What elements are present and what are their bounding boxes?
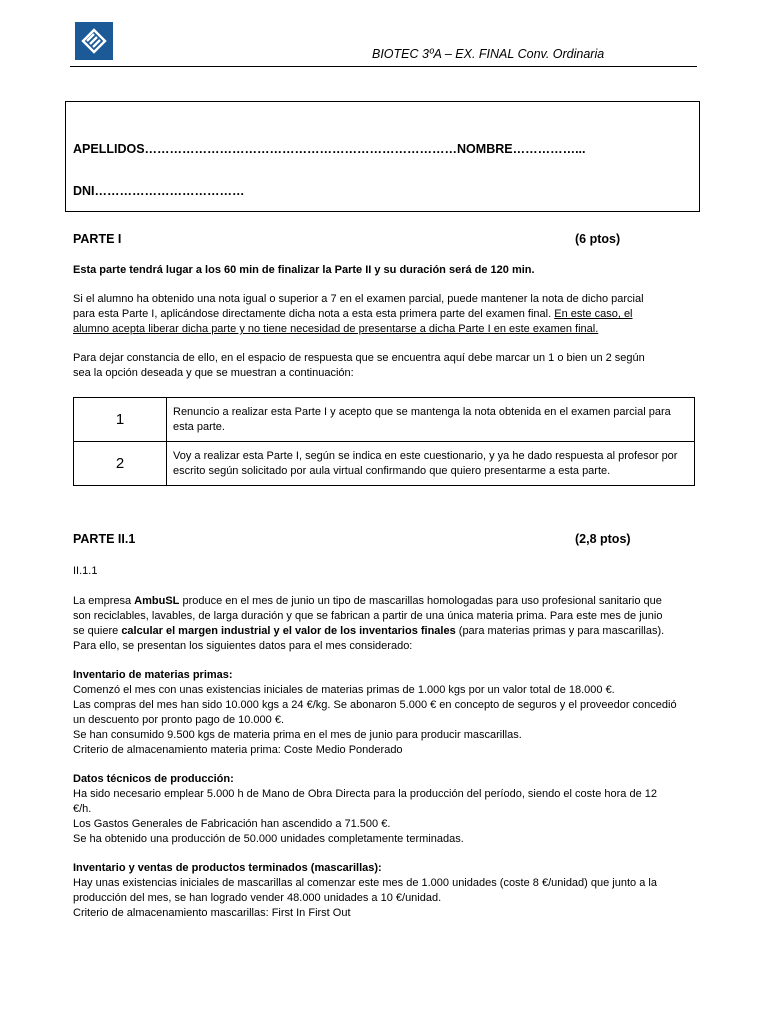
option-row[interactable] (74, 442, 695, 486)
inventario-pt-line: Criterio de almacenamiento mascarillas: First In First Out (73, 907, 351, 919)
inventario-pt-line: Hay unas existencias iniciales de mascarillas al comenzar este mes de 1.000 unidades (coste 8 €/unidad) que junto a la (73, 877, 657, 889)
parte-1-para1-line1: Si el alumno ha obtenido una nota igual o superior a 7 en el examen parcial, puede mantener la nota de dicho parcial (73, 293, 644, 305)
option-text: Voy a realizar esta Parte I, según se indica en este cuestionario, y ya he dado respuesta al profesor por escrito según solicitado por aula virtual confirmando que quiero presentarme a esta parte. (167, 442, 695, 486)
parte-2-intro-line1: La empresa AmbuSL produce en el mes de junio un tipo de mascarillas homologadas para uso profesional sanitario que (73, 595, 662, 607)
inventario-mp-line: Criterio de almacenamiento materia prima: Coste Medio Ponderado (73, 744, 403, 756)
underlined-note: En este caso, el (554, 308, 633, 320)
inventario-mp-line: Las compras del mes han sido 10.000 kgs a 24 €/kg. Se abonaron 5.000 € en concepto de seguros y el proveedor concedió (73, 699, 677, 711)
option-number: 2 (74, 442, 167, 486)
apellidos-nombre-field[interactable]: APELLIDOS…………………………………………………………………NOMBRE……………... (73, 142, 586, 156)
option-row[interactable] (74, 398, 695, 442)
parte-1-heading: PARTE I (73, 232, 122, 246)
option-number: 1 (74, 398, 167, 442)
inventario-mp-line: Comenzó el mes con unas existencias iniciales de materias primas de 1.000 kgs por un valor total de 18.000 €. (73, 684, 615, 696)
parte-1-para2-line2: sea la opción deseada y que se muestran a continuación: (73, 367, 354, 379)
datos-tecnicos-line: €/h. (73, 803, 92, 815)
institution-logo-icon (75, 22, 113, 60)
datos-tecnicos-title: Datos técnicos de producción: (73, 773, 234, 785)
parte-2-intro-line4: Para ello, se presentan los siguientes datos para el mes considerado: (73, 640, 413, 652)
student-id-box (65, 101, 700, 212)
parte-1-para2-line1: Para dejar constancia de ello, en el espacio de respuesta que se encuentra aquí debe marcar un 1 o bien un 2 según (73, 352, 645, 364)
company-name: AmbuSL (134, 595, 180, 607)
parte-2-heading: PARTE II.1 (73, 532, 136, 546)
datos-tecnicos-line: Se ha obtenido una producción de 50.000 unidades completamente terminadas. (73, 833, 464, 845)
inventario-mp-title: Inventario de materias primas: (73, 669, 233, 681)
task-emphasis: calcular el margen industrial y el valor de los inventarios finales (121, 625, 456, 637)
inventario-mp-line: un descuento por pronto pago de 10.000 €. (73, 714, 285, 726)
parte-2-intro-line2: son reciclables, lavables, de larga duración y que se fabrican a partir de una única materia prima. Para este mes de junio (73, 610, 663, 622)
header-divider (70, 66, 697, 67)
option-text: Renuncio a realizar esta Parte I y acepto que se mantenga la nota obtenida en el examen parcial para esta parte. (167, 398, 695, 442)
document-header-title: BIOTEC 3ºA – EX. FINAL Conv. Ordinaria (372, 47, 605, 61)
inventario-pt-title: Inventario y ventas de productos terminados (mascarillas): (73, 862, 382, 874)
parte-1-para1-line2: para esta Parte I, aplicándose directamente dicha nota a esta esta primera parte del examen final. En este caso, el (73, 308, 633, 320)
datos-tecnicos-line: Los Gastos Generales de Fabricación han ascendido a 71.500 €. (73, 818, 391, 830)
parte-2-intro-line3: se quiere calcular el margen industrial y el valor de los inventarios finales (para materias primas y para mascarillas). (73, 625, 665, 637)
parte-1-points: (6 ptos) (575, 232, 621, 246)
datos-tecnicos-line: Ha sido necesario emplear 5.000 h de Mano de Obra Directa para la producción del período, siendo el coste hora de 12 (73, 788, 657, 800)
parte-2-points: (2,8 ptos) (575, 532, 631, 546)
parte-1-para1-line3: alumno acepta liberar dicha parte y no tiene necesidad de presentarse a dicha Parte I en este examen final. (73, 323, 599, 335)
inventario-pt-line: producción del mes, se han logrado vender 48.000 unidades a 10 €/unidad. (73, 892, 442, 904)
inventario-mp-line: Se han consumido 9.500 kgs de materia prima en el mes de junio para producir mascarillas. (73, 729, 522, 741)
subsection-label: II.1.1 (73, 565, 98, 577)
dni-field[interactable]: DNI……………………………… (73, 184, 245, 198)
parte-1-intro: Esta parte tendrá lugar a los 60 min de finalizar la Parte II y su duración será de 120 min. (73, 264, 535, 276)
options-table (73, 397, 695, 486)
